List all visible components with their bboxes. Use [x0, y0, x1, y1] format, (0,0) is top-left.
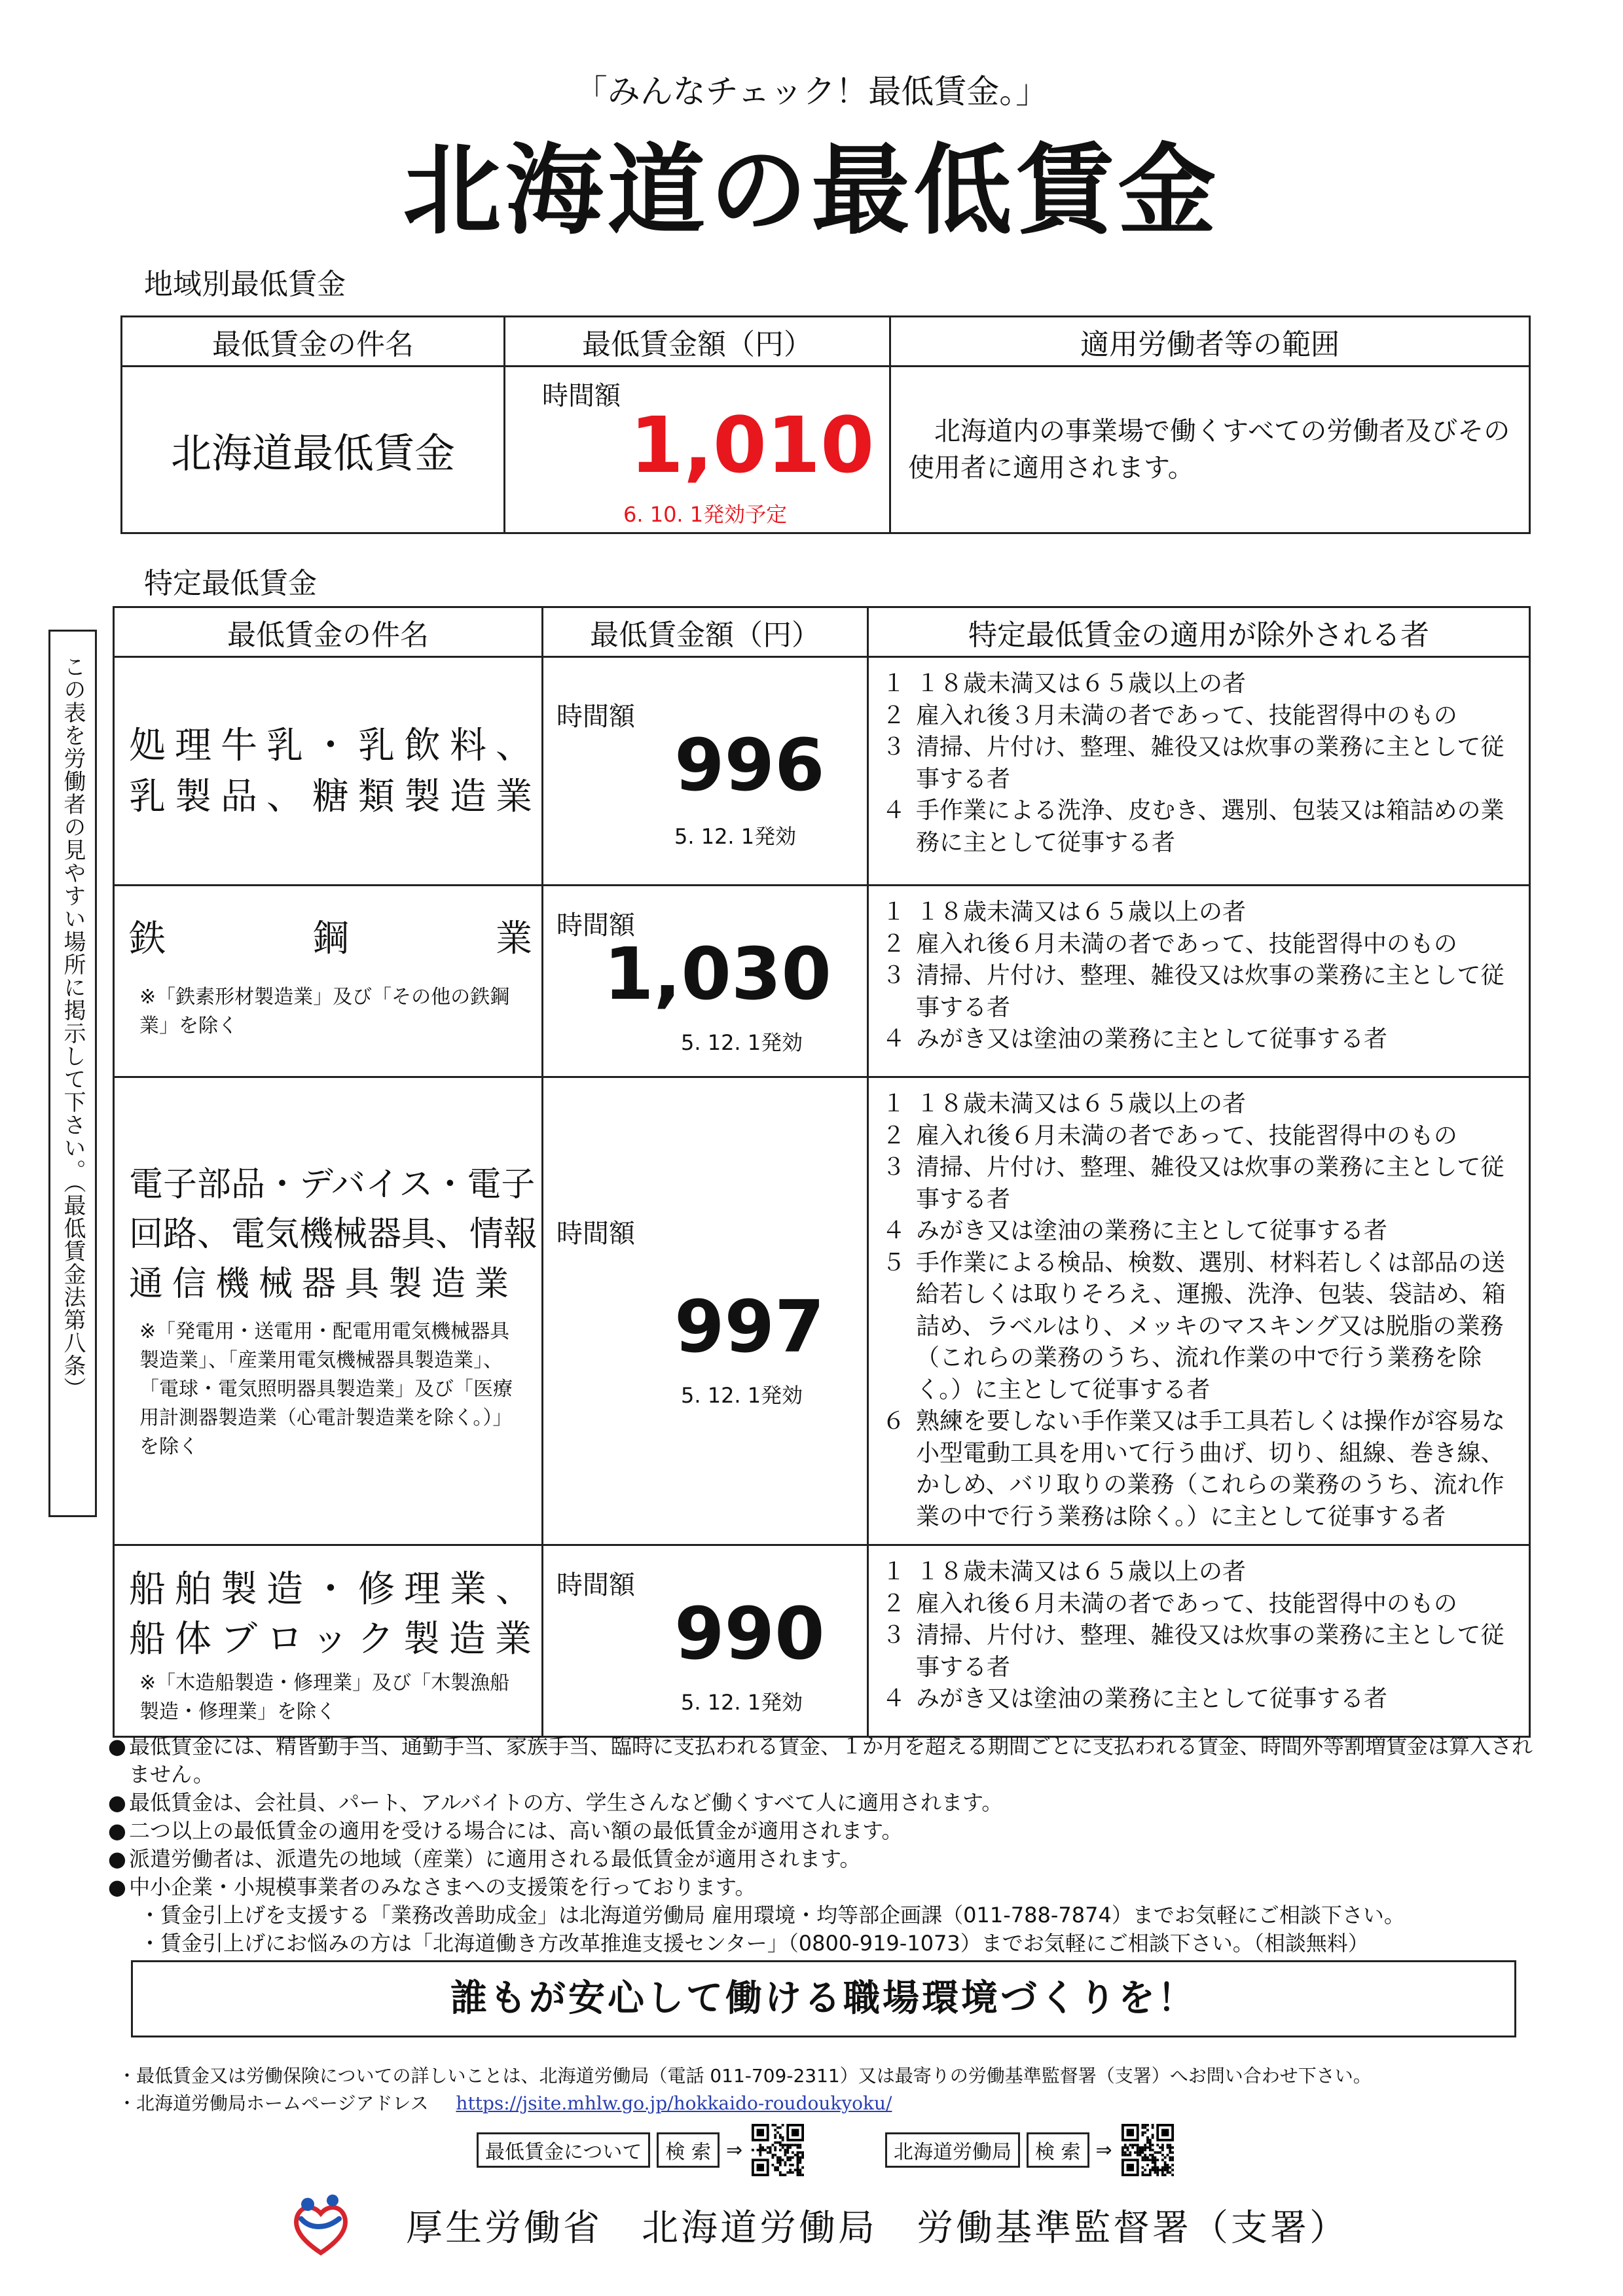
regional-effective-date: 6. 10. 1発効予定: [623, 502, 788, 527]
exclusion-number: １: [882, 899, 906, 925]
exclusion-text: 清掃、片付け、整理、雑役又は炊事の業務に主として従事する者: [916, 734, 1504, 793]
exclusion-number: ２: [882, 702, 906, 729]
exclusions-cell: [868, 657, 1530, 886]
amount-cell: [543, 657, 868, 886]
exclusion-item: [882, 1556, 1520, 1588]
exclusion-number: １: [882, 1558, 906, 1585]
exclusion-text: 雇入れ後６月未満の者であって、技能習得中のもの: [916, 930, 1457, 958]
note-item: [108, 1873, 1548, 1901]
subtitle: 「みんなチェック！最低賃金。」: [574, 73, 1049, 111]
amount-value: 996: [674, 723, 825, 807]
exclusion-text: みがき又は塗油の業務に主として従事する者: [916, 1685, 1388, 1712]
exclusion-text: １８歳未満又は６５歳以上の者: [916, 1090, 1247, 1117]
exclusions-cell: [868, 1077, 1530, 1545]
note-text: 最低賃金は、会社員、パート、アルバイトの方、学生さんなど働くすべて人に適用されます。: [129, 1790, 1003, 1815]
notes-list: [108, 1732, 1548, 1958]
note-text: 最低賃金には、精皆勤手当、通勤手当、家族手当、臨時に支払われる賃金、１か月を超える期間ごとに支払われる賃金、時間外等割増賃金は算入されません。: [129, 1734, 1533, 1787]
homepage-line: [118, 2089, 892, 2115]
amount-label: 時間額: [556, 702, 635, 732]
exclusion-number: １: [882, 1090, 906, 1117]
arrow-icon: ⇒: [1095, 2138, 1112, 2162]
amount-value: 1,030: [604, 932, 831, 1016]
search-row-labour-bureau: [885, 2130, 1174, 2170]
industry-name-line: 電子部品・デバイス・電子: [129, 1165, 536, 1204]
inquiry-note: ・最低賃金又は労働保険についての詳しいことは、北海道労働局（電話 011-709-2311）又は最寄りの労働基準監督署（支署）へお問い合わせ下さい。: [118, 2065, 1372, 2087]
exclusion-item: [882, 1683, 1520, 1715]
exclusion-item: [882, 1247, 1520, 1407]
industry-note: ※「発電用・送電用・配電用電気機械器具製造業」、「産業用電気機械器具製造業」、「電球・電気照明器具製造業」及び「医療用計測器製造業（心電計製造業を除く。）」を除く: [139, 1320, 513, 1458]
ministry-logo-icon: [288, 2190, 354, 2258]
specific-header-amount: 最低賃金額（円）: [543, 607, 868, 657]
amount-cell: [543, 1545, 868, 1737]
exclusion-item: [882, 960, 1520, 1024]
exclusion-list: [882, 1088, 1520, 1533]
exclusion-number: ２: [882, 1122, 906, 1149]
industry-name-line: 処理牛乳・乳飲料、: [129, 725, 541, 767]
specific-table: [113, 606, 1531, 1738]
bullet-icon: ●: [108, 1874, 126, 1899]
exclusion-number: ４: [882, 797, 906, 824]
regional-header-name: 最低賃金の件名: [122, 317, 505, 367]
amount-value: 990: [674, 1592, 825, 1676]
exclusion-number: ４: [882, 1685, 906, 1712]
exclusion-text: 雇入れ後６月未満の者であって、技能習得中のもの: [916, 1122, 1457, 1149]
table-row: [114, 1545, 1530, 1737]
exclusion-item: [882, 929, 1520, 961]
specific-header-exclusions: 特定最低賃金の適用が除外される者: [868, 607, 1530, 657]
search-row-min-wage: [477, 2130, 804, 2170]
bullet-icon: ●: [108, 1734, 126, 1759]
amount-label: 時間額: [556, 1570, 635, 1600]
exclusion-text: １８歳未満又は６５歳以上の者: [916, 1558, 1247, 1585]
table-row: [114, 1077, 1530, 1545]
regional-header-scope: 適用労働者等の範囲: [890, 317, 1530, 367]
exclusion-text: みがき又は塗油の業務に主として従事する者: [916, 1217, 1388, 1244]
note-text: 中小企業・小規模事業者のみなさまへの支援策を行っております。: [129, 1874, 756, 1899]
note-item: [108, 1789, 1548, 1817]
amount-cell: [543, 886, 868, 1077]
bullet-icon: ●: [108, 1846, 126, 1871]
exclusion-number: ３: [882, 962, 906, 989]
search-keyword-box[interactable]: 最低賃金について: [477, 2132, 650, 2168]
exclusion-text: １８歳未満又は６５歳以上の者: [916, 899, 1247, 925]
effective-date: 5. 12. 1発効: [674, 824, 797, 849]
exclusion-number: ３: [882, 734, 906, 761]
posting-notice-box: [48, 630, 97, 1517]
organization-name: 厚生労働省 北海道労働局 労働基準監督署（支署）: [406, 2207, 1349, 2250]
industry-name-line: 回路、電気機械器具、情報: [129, 1215, 538, 1254]
industry-name-cell: [114, 657, 543, 886]
exclusion-item: [882, 1406, 1520, 1533]
page-title: 北海道の最低賃金: [403, 134, 1220, 248]
effective-date: 5. 12. 1発効: [681, 1030, 803, 1055]
industry-name-line: 鉄 鋼 業: [129, 918, 532, 960]
exclusion-number: ６: [882, 1408, 906, 1435]
industry-name-line: 通信機械器具製造業: [129, 1265, 519, 1304]
table-row: [114, 657, 1530, 886]
exclusion-item: [882, 1121, 1520, 1153]
specific-header-name: 最低賃金の件名: [114, 607, 543, 657]
exclusion-item: [882, 668, 1520, 700]
homepage-label: ・北海道労働局ホームページアドレス: [118, 2092, 429, 2114]
exclusion-number: ４: [882, 1217, 906, 1244]
exclusion-number: ２: [882, 1590, 906, 1617]
exclusion-item: [882, 897, 1520, 929]
regional-header-amount: 最低賃金額（円）: [505, 317, 890, 367]
exclusion-number: ５: [882, 1249, 906, 1276]
exclusion-item: [882, 1588, 1520, 1621]
amount-value: 997: [674, 1285, 825, 1369]
exclusion-number: ４: [882, 1026, 906, 1052]
sub-note: ・賃金引上げにお悩みの方は「北海道働き方改革推進支援センター」（0800-919-1073）までお気軽にご相談下さい。（相談無料）: [139, 1931, 1369, 1956]
regional-section-label: 地域別最低賃金: [144, 268, 346, 301]
qr-code-icon[interactable]: [1122, 2124, 1174, 2176]
regional-amount-label: 時間額: [542, 381, 621, 411]
note-text: 派遣労働者は、派遣先の地域（産業）に適用される最低賃金が適用されます。: [129, 1846, 861, 1871]
search-keyword-box[interactable]: 北海道労働局: [885, 2132, 1020, 2168]
note-text: 二つ以上の最低賃金の適用を受ける場合には、高い額の最低賃金が適用されます。: [129, 1818, 903, 1843]
exclusion-text: 雇入れ後３月未満の者であって、技能習得中のもの: [916, 702, 1457, 729]
regional-scope: 北海道内の事業場で働くすべての労働者及びその使用者に適用されます。: [890, 367, 1530, 533]
search-button[interactable]: 検 索: [657, 2132, 720, 2168]
note-item: [108, 1845, 1548, 1873]
exclusions-cell: [868, 886, 1530, 1077]
exclusion-text: 雇入れ後６月未満の者であって、技能習得中のもの: [916, 1590, 1457, 1617]
industry-name-cell: [114, 886, 543, 1077]
exclusion-item: [882, 1215, 1520, 1247]
effective-date: 5. 12. 1発効: [681, 1383, 803, 1408]
posting-notice: この表を労働者の見やすい場所に掲示して下さい。（最低賃金法第八条）: [60, 655, 86, 1400]
exclusions-cell: [868, 1545, 1530, 1737]
regional-amount-cell: [505, 367, 890, 533]
regional-amount-value: 1,010: [630, 400, 875, 490]
industry-name-line: 乳製品、糖類製造業: [129, 776, 541, 818]
exclusion-item: [882, 732, 1520, 795]
regional-table: [120, 315, 1531, 534]
exclusion-item: [882, 1620, 1520, 1683]
amount-cell: [543, 1077, 868, 1545]
exclusion-item: [882, 795, 1520, 859]
industry-name-cell: [114, 1077, 543, 1545]
bullet-icon: ●: [108, 1818, 126, 1843]
arrow-icon: ⇒: [725, 2138, 743, 2162]
industry-note: ※「木造船製造・修理業」及び「木製漁船製造・修理業」を除く: [139, 1672, 510, 1723]
exclusion-item: [882, 1088, 1520, 1121]
exclusion-text: 清掃、片付け、整理、雑役又は炊事の業務に主として従事する者: [916, 1622, 1504, 1681]
industry-name-line: 船体ブロック製造業: [129, 1618, 541, 1660]
exclusion-text: 手作業による洗浄、皮むき、選別、包装又は箱詰めの業務に主として従事する者: [916, 797, 1504, 856]
bullet-icon: ●: [108, 1790, 126, 1815]
exclusion-number: ３: [882, 1622, 906, 1649]
specific-section-label: 特定最低賃金: [144, 567, 317, 600]
exclusion-item: [882, 1024, 1520, 1056]
exclusion-list: [882, 897, 1520, 1056]
qr-code-icon[interactable]: [752, 2124, 804, 2176]
industry-name-cell: [114, 1545, 543, 1737]
note-item: [108, 1732, 1548, 1789]
exclusion-text: １８歳未満又は６５歳以上の者: [916, 670, 1247, 697]
amount-label: 時間額: [556, 910, 635, 941]
exclusion-number: ３: [882, 1154, 906, 1181]
regional-name: 北海道最低賃金: [122, 367, 505, 533]
exclusion-number: １: [882, 670, 906, 697]
search-button[interactable]: 検 索: [1027, 2132, 1089, 2168]
exclusion-text: 清掃、片付け、整理、雑役又は炊事の業務に主として従事する者: [916, 962, 1504, 1021]
industry-name-line: 船舶製造・修理業、: [129, 1568, 541, 1611]
exclusion-text: みがき又は塗油の業務に主として従事する者: [916, 1026, 1388, 1052]
exclusion-text: 清掃、片付け、整理、雑役又は炊事の業務に主として従事する者: [916, 1154, 1504, 1213]
sub-note: ・賃金引上げを支援する「業務改善助成金」は北海道労働局 雇用環境・均等部企画課（011-788-7874）までお気軽にご相談下さい。: [139, 1903, 1405, 1928]
exclusion-list: [882, 668, 1520, 859]
exclusion-text: 手作業による検品、検数、選別、材料若しくは部品の送給若しくは取りそろえ、運搬、洗浄、包装、袋詰め、箱詰め、ラベルはり、メッキのマスキング又は脱脂の業務（これらの業務のうち、流れ作業の中で行う業務を除く。）に主として従事する者: [916, 1249, 1506, 1403]
exclusion-item: [882, 1152, 1520, 1215]
exclusion-text: 熟練を要しない手作業又は手工具若しくは操作が容易な小型電動工具を用いて行う曲げ、切り、組線、巻き線、かしめ、バリ取りの業務（これらの業務のうち、流れ作業の中で行う業務は除く。）に主として従事する者: [916, 1408, 1506, 1530]
industry-note: ※「鉄素形材製造業」及び「その他の鉄鋼業」を除く: [139, 986, 510, 1037]
exclusion-number: ２: [882, 930, 906, 958]
table-row: [114, 886, 1530, 1077]
amount-label: 時間額: [556, 1219, 635, 1249]
exclusion-list: [882, 1556, 1520, 1715]
effective-date: 5. 12. 1発効: [681, 1690, 803, 1715]
note-item: [108, 1817, 1548, 1845]
homepage-link[interactable]: https://jsite.mhlw.go.jp/hokkaido-roudoukyoku/: [456, 2092, 892, 2114]
slogan-box: 誰もが安心して働ける職場環境づくりを！: [131, 1960, 1516, 2037]
exclusion-item: [882, 700, 1520, 732]
